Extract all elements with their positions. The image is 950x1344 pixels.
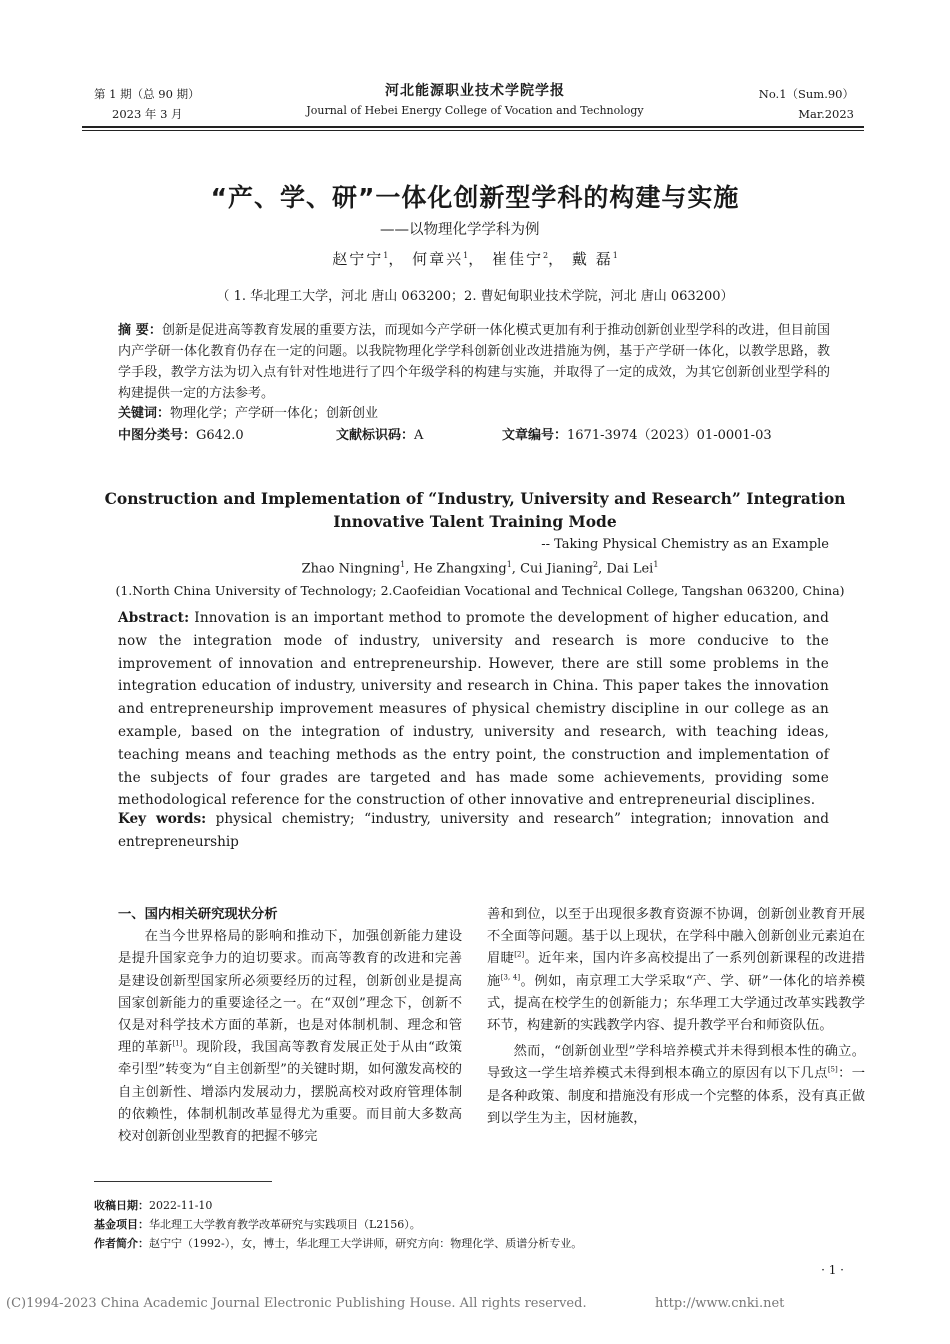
footnote-label: 基金项目： <box>94 1218 149 1231</box>
journal-title-en: Journal of Hebei Energy College of Vocation and Technology <box>306 104 644 117</box>
footnote-label: 收稿日期： <box>94 1199 149 1212</box>
header-rule-thin <box>82 130 864 131</box>
author-name: 赵宁宁 <box>332 250 384 268</box>
paragraph-text: 在当今世界格局的影响和推动下，加强创新能力建设是提升国家竞争力的迫切要求。而高等教育的改进和完善是建设创新型国家所必须要经历的过程，创新创业是提高国家创新能力的重要途径之一。在“双创”理念下，创新不仅是对科学技术方面的革新，也是对体制机制、理念和管理的革新 <box>118 929 462 1056</box>
author-affiliation-mark: 1 <box>400 560 406 569</box>
author-name-en: He Zhangxing <box>413 561 507 577</box>
body-column-left <box>118 904 462 1148</box>
author-affiliation-mark: 1 <box>612 251 618 260</box>
author-separator: ， <box>468 250 486 268</box>
citation-ref: [1] <box>172 1039 183 1048</box>
author-name-en: Cui Jianing <box>520 561 594 577</box>
paper-title-en-line2: Innovative Talent Training Mode <box>333 512 617 531</box>
keywords-label-cn: 关键词： <box>118 406 171 421</box>
doc-label: 文献标识码： <box>336 428 415 443</box>
affiliation-cn: （ 1. 华北理工大学，河北 唐山 063200；2. 曹妃甸职业技术学院，河北 唐山 063200） <box>216 289 734 304</box>
abstract-cn <box>118 320 830 404</box>
issue-date-cn: 2023 年 3 月 <box>112 107 183 121</box>
paper-title-cn: “产、学、研”一体化创新型学科的构建与实施 <box>210 183 740 212</box>
paragraph-text: ：一是各种政策、制度和措施没有形成一个完整的体系，没有真正做到以学生为主，因材施教， <box>487 1066 865 1126</box>
body-paragraph <box>118 926 462 1148</box>
affiliation-en: (1.North China University of Technology; 2.Caofeidian Vocational and Technical College, Tangshan 063200, China) <box>115 583 845 598</box>
author-affiliation-mark: 1 <box>653 560 659 569</box>
author-name-en: Zhao Ningning <box>301 561 401 577</box>
paragraph-text: 。例如，南京理工大学采取“产、学、研”一体化的培养模式，提高在校学生的创新能力；东华理工大学通过改革实践教学环节，构建新的实践教学内容、提升教学平台和师资队伍。 <box>487 973 865 1034</box>
author-name: 戴 磊 <box>571 250 613 268</box>
footer-url[interactable]: http://www.cnki.net <box>655 1296 785 1311</box>
issue-date-en: Mar.2023 <box>798 107 854 121</box>
footnote-author <box>94 1234 864 1253</box>
page-number: · 1 · <box>821 1263 844 1277</box>
author-separator: ， <box>548 250 566 268</box>
art-value: 1671-3974（2023）01-0001-03 <box>567 428 772 443</box>
keywords-en <box>118 808 829 854</box>
author-name: 何章兴 <box>412 250 464 268</box>
body-paragraph <box>487 1041 865 1130</box>
author-affiliation-mark: 2 <box>593 560 599 569</box>
author-affiliation-mark: 1 <box>506 560 512 569</box>
author-separator: , <box>598 561 607 577</box>
abstract-text-cn: 创新是促进高等教育发展的重要方法，而现如今产学研一体化模式更加有利于推动创新创业型学科的改进，但目前国内产学研一体化教育仍存在一定的问题。以我院物理化学学科创新创业改进措施为例，基于产学研一体化，以教学思路，教学手段，教学方法为切入点有针对性地进行了四个年级学科的构建与实施，并取得了一定的成效，为其它创新创业型学科的构建提供一定的方法参考。 <box>118 323 830 401</box>
footnote-label: 作者简介： <box>94 1237 149 1250</box>
authors-en <box>0 560 950 576</box>
footer-copyright: (C)1994-2023 China Academic Journal Electronic Publishing House. All rights reserved. <box>6 1296 587 1311</box>
author-name-en: Dai Lei <box>606 561 654 577</box>
clc-label: 中图分类号： <box>118 428 197 443</box>
footnote-text: 2022-11-10 <box>149 1199 213 1212</box>
keywords-text-en: physical chemistry; “industry, university and research” integration; innovation and entrepreneurship <box>118 811 829 850</box>
authors-cn <box>0 248 950 269</box>
author-affiliation-mark: 1 <box>463 251 469 260</box>
author-separator: , <box>405 561 414 577</box>
paragraph-text: 善和到位，以至于出现很多教育资源不协调，创新创业教育开展不全面等问题。基于以上现状，在学科中融入创新创业元素迫在眉睫 <box>487 907 865 967</box>
footnote-rule <box>94 1181 272 1182</box>
header-rule-thick <box>82 126 864 128</box>
citation-ref: [2] <box>514 950 525 959</box>
footnote-received <box>94 1196 864 1215</box>
body-column-right <box>487 904 865 1130</box>
issue-number-en: No.1（Sum.90） <box>758 87 854 101</box>
doc-value: A <box>414 428 424 443</box>
section-heading: 一、国内相关研究现状分析 <box>118 907 278 922</box>
author-name: 崔佳宁 <box>492 250 544 268</box>
abstract-text-en: Innovation is an important method to promote the development of higher education, and now the integration mode of industry, university and research is more conducive to the improvement of innovation and entrepreneurship. However, there are still some problems in the integration education of industry, university and research in China. This paper takes the innovation and entrepreneurship improvement measures of physical chemistry discipline in our college as an example, based on the integration of industry, university and research, with teaching ideas, teaching means and teaching methods as the entry point, the construction and implementation of the subjects of four grades are targeted and has made some achievements, providing some methodological reference for the construction of other innovative and entrepreneurial disciplines. <box>118 610 829 809</box>
footnote-text: 赵宁宁（1992-），女，博士，华北理工大学讲师，研究方向：物理化学、质谱分析专业。 <box>149 1237 583 1250</box>
author-separator: ， <box>388 250 406 268</box>
document-code <box>336 426 423 446</box>
clc-value: G642.0 <box>196 428 244 443</box>
author-affiliation-mark: 1 <box>383 251 389 260</box>
abstract-label-cn: 摘 要： <box>118 323 162 338</box>
article-number <box>502 426 772 446</box>
keywords-cn <box>118 404 830 424</box>
abstract-en <box>118 607 829 812</box>
body-paragraph <box>487 904 865 1037</box>
paragraph-text: 。近年来，国内许多高校提出了一系列创新课程的改进措施 <box>487 951 865 989</box>
keywords-label-en: Key words: <box>118 811 207 827</box>
citation-ref: [5] <box>827 1066 838 1074</box>
citation-ref: [3, 4] <box>500 973 521 982</box>
paragraph-text: 然而，“创新创业型”学科培养模式并未得到根本性的确立。导致这一学生培养模式未得到根本确立的原因有以下几点 <box>487 1044 865 1082</box>
art-label: 文章编号： <box>502 428 568 443</box>
issue-number-cn: 第 1 期（总 90 期） <box>94 87 200 101</box>
paper-title-en-line1: Construction and Implementation of “Industry, University and Research” Integration <box>104 489 846 508</box>
author-affiliation-mark: 2 <box>543 251 549 260</box>
paragraph-text: 。现阶段，我国高等教育发展正处于从由“政策牵引型”转变为“自主创新型”的关键时期，如何激发高校的自主创新性、增添内发展动力，摆脱高校对政府管理体制的依赖性，体制机制改革显得尤为重要。而目前大多数高校对创新创业型教育的把握不够完 <box>118 1040 462 1145</box>
keywords-text-cn: 物理化学；产学研一体化；创新创业 <box>170 406 379 421</box>
footnotes <box>94 1196 864 1253</box>
paper-subtitle-cn: ——以物理化学学科为例 <box>380 222 540 238</box>
abstract-label-en: Abstract: <box>118 610 190 626</box>
footnote-text: 华北理工大学教育教学改革研究与实践项目（L2156）。 <box>149 1218 421 1231</box>
paper-subtitle-en: -- Taking Physical Chemistry as an Example <box>541 537 829 552</box>
paper-title-en <box>0 487 950 533</box>
journal-title-cn: 河北能源职业技术学院学报 <box>385 83 565 99</box>
header-right <box>759 84 854 124</box>
author-separator: , <box>511 561 521 577</box>
footnote-fund <box>94 1215 864 1234</box>
clc-number <box>118 426 244 446</box>
